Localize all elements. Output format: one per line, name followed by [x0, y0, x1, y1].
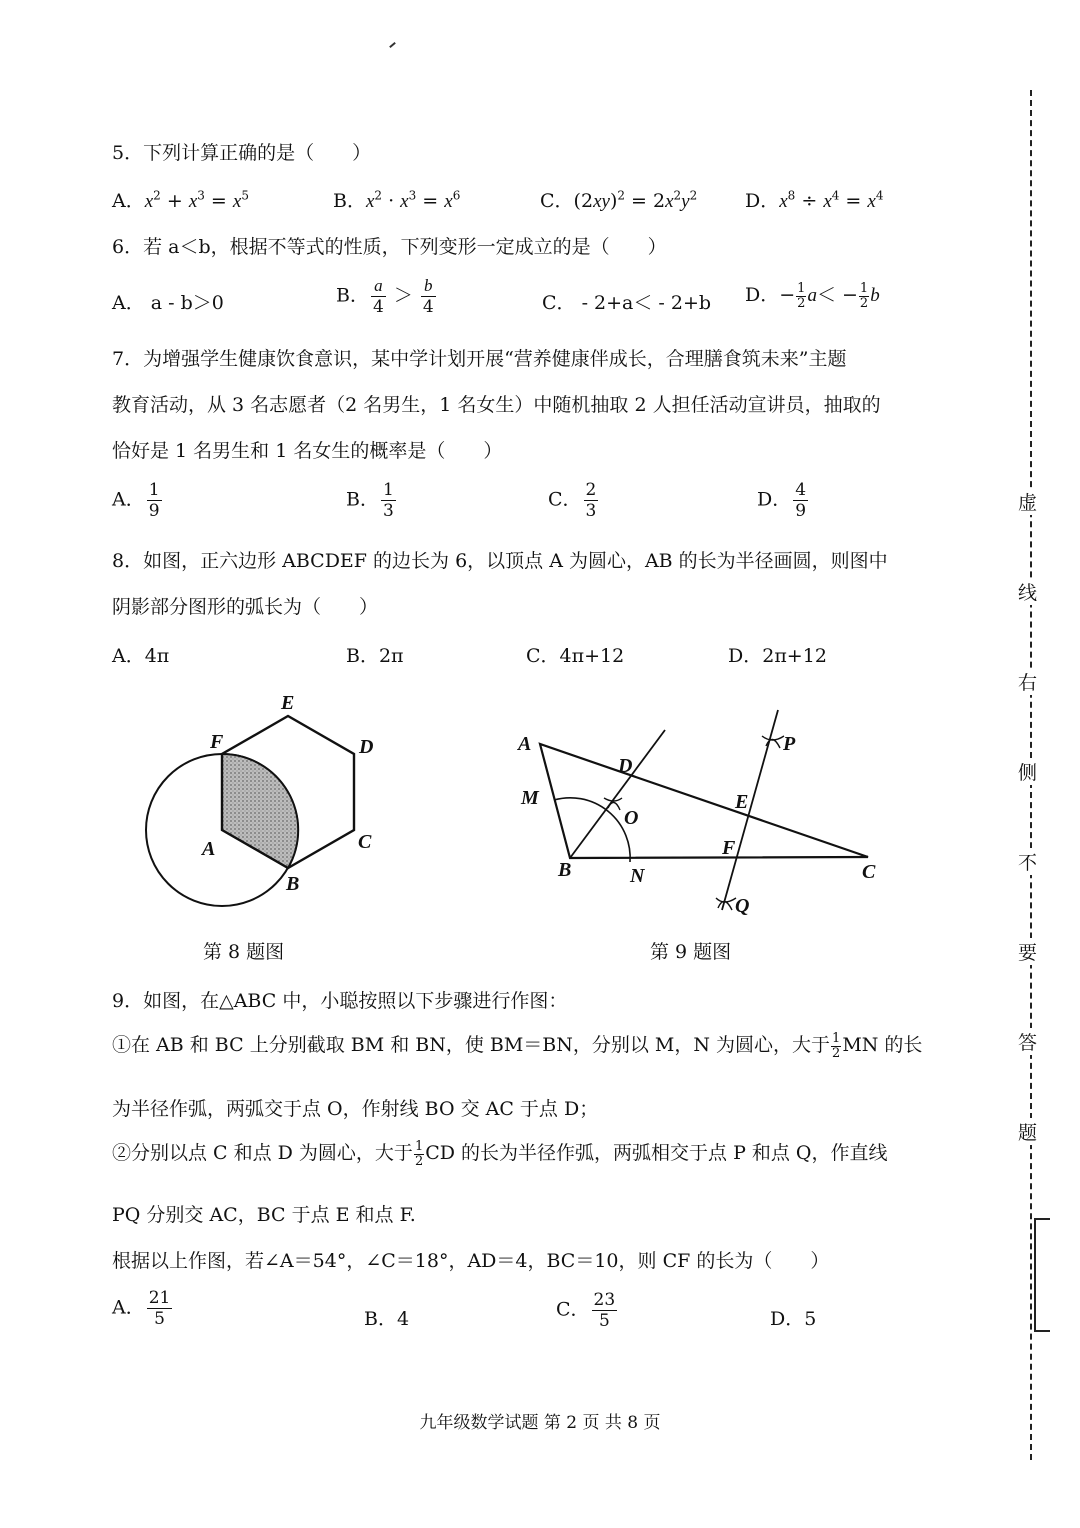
q7-option-b: B． $\frac{1}{3}$	[346, 480, 394, 521]
q6-option-d: D．− $\frac{1}{2}$ a＜ − $\frac{1}{2}$ b	[745, 280, 880, 311]
fig9-label-a: A	[518, 733, 532, 755]
fig9-label-e: E	[735, 791, 749, 813]
q7-line-2: 教育活动，从 3 名志愿者（2 名男生，1 名女生）中随机抽取 2 人担任活动宣讲员，抽取的	[112, 394, 881, 416]
q9-line-3: 为半径作弧，两弧交于点 O，作射线 BO 交 AC 于点 D；	[112, 1098, 599, 1120]
q9-option-a: A． $\frac{21}{5}$	[112, 1288, 171, 1329]
fig9-label-o: O	[624, 807, 639, 829]
q9-option-d: D．5	[770, 1308, 817, 1330]
fig8-label-c: C	[358, 831, 372, 853]
fig9-label-p: P	[783, 733, 796, 755]
fig9-arc-q	[716, 898, 736, 910]
figure-8	[130, 680, 400, 920]
fig8-label-b: B	[286, 873, 300, 895]
q8-line-1: 8．如图，正六边形 ABCDEF 的边长为 6，以顶点 A 为圆心，AB 的长为半径画圆，则图中	[112, 550, 888, 572]
q9-option-b: B．4	[364, 1308, 410, 1330]
fig9-label-b: B	[558, 859, 572, 881]
q5-option-a: A．$x^2 + x^3 = x^5$	[112, 188, 249, 212]
q7-option-a: A． $\frac{1}{9}$	[112, 480, 160, 521]
q6-option-c: C． - 2+a＜ - 2+b	[542, 292, 712, 314]
q9-option-c: C． $\frac{23}{5}$	[556, 1290, 616, 1331]
q7-option-d: D． $\frac{4}{9}$	[757, 480, 807, 521]
q9-line-4: ②分别以点 C 和点 D 为圆心，大于 $\frac{1}{2}$ CD 的长为半径作弧，两弧相交于点 P 和点 Q，作直线	[112, 1138, 888, 1169]
side-text-8: 题	[1018, 1118, 1037, 1145]
fig8-label-f: F	[210, 731, 224, 753]
q5-option-b: B．$x^2 \cdot x^3 = x^6$	[333, 188, 461, 212]
q8-option-d: D．2π+12	[728, 645, 827, 667]
q6-option-b: B． $\frac{a}{4}$ ＞ $\frac{b}{4}$	[336, 276, 434, 317]
side-text-7: 答	[1018, 1028, 1037, 1055]
side-text-6: 要	[1018, 938, 1037, 965]
margin-bracket	[1034, 1218, 1050, 1332]
fig9-label-d: D	[618, 755, 633, 777]
q8-option-a: A．4π	[112, 645, 170, 667]
q8-option-c: C．4π+12	[526, 645, 625, 667]
side-text-3: 右	[1018, 668, 1037, 695]
side-text-5: 不	[1018, 848, 1037, 875]
fig9-label-n: N	[630, 865, 645, 887]
q9-line-1: 9．如图，在△ABC 中，小聪按照以下步骤进行作图：	[112, 990, 568, 1012]
q7-option-c: C． $\frac{2}{3}$	[548, 480, 597, 521]
side-text-2: 线	[1018, 578, 1037, 605]
q7-line-1: 7．为增强学生健康饮食意识，某中学计划开展“营养健康伴成长，合理膳食筑未来”主题	[112, 348, 847, 370]
fig9-arc-p	[762, 736, 784, 748]
q8-line-2: 阴影部分图形的弧长为（ ）	[112, 596, 379, 618]
fig9-label-f: F	[722, 837, 736, 859]
side-text-1: 虚	[1018, 488, 1037, 515]
fig8-label-e: E	[281, 692, 295, 714]
side-text-4: 侧	[1018, 758, 1037, 785]
q5-option-d: D．$x^8 \div x^4 = x^4$	[745, 188, 884, 212]
pen-mark	[389, 42, 396, 48]
fig8-caption: 第 8 题图	[203, 941, 285, 963]
q9-line-2: ①在 AB 和 BC 上分别截取 BM 和 BN，使 BM＝BN，分别以 M，N 为圆心，大于 $\frac{1}{2}$ MN 的长	[112, 1030, 923, 1061]
fig9-caption: 第 9 题图	[650, 941, 732, 963]
q6-option-a: A． a - b＞0	[112, 292, 224, 314]
q8-option-b: B．2π	[346, 645, 404, 667]
q5-option-c: C．$(2xy)^2 = 2x^2y^2$	[540, 188, 698, 212]
fig9-label-m: M	[521, 787, 539, 809]
fig9-label-c: C	[862, 861, 876, 883]
figure-9	[510, 700, 900, 920]
fig8-label-d: D	[359, 736, 374, 758]
q9-line-6: 根据以上作图，若∠A＝54°，∠C＝18°，AD＝4，BC＝10，则 CF 的长为（ ）	[112, 1250, 830, 1272]
fig8-label-a: A	[202, 838, 216, 860]
fig9-label-q: Q	[735, 895, 750, 917]
q5-stem: 5．下列计算正确的是（ ）	[112, 142, 372, 164]
fig9-ray-bo	[570, 730, 665, 858]
q7-line-3: 恰好是 1 名男生和 1 名女生的概率是（ ）	[112, 440, 503, 462]
q9-line-5: PQ 分别交 AC，BC 于点 E 和点 F.	[112, 1204, 416, 1226]
page-footer: 九年级数学试题 第 2 页 共 8 页	[419, 1413, 661, 1433]
q6-stem: 6．若 a＜b，根据不等式的性质，下列变形一定成立的是（ ）	[112, 236, 667, 258]
